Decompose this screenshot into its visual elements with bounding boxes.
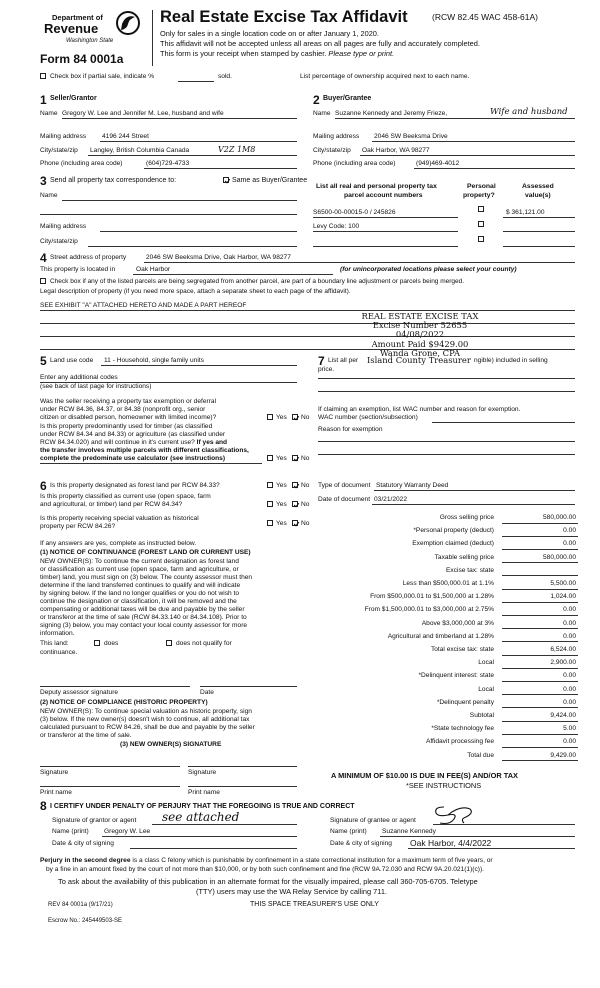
compliance-line-2: (3) below. If the new owner(s) doesn't wish to continue, all additional tax [40,716,250,723]
tax-row-label: Local [478,659,494,667]
timber-yes-label: Yes [276,455,287,462]
tax-row-line [502,602,578,603]
doc-type-label: Type of document [318,482,371,489]
tax-row-value: 6,524.00 [550,646,576,653]
parcel-header-2a: Personal [467,183,496,190]
header-line1: Only for sales in a single location code on or after January 1, 2020. [160,29,379,38]
dept-line3: Washington State [66,38,114,44]
seller-phone-label: Phone (including area code) [40,160,123,167]
seller-mail-label: Mailing address [40,133,87,140]
section4-number: 4 [40,251,47,265]
timber-question-1: Is this property predominantly used for timber (as classified [40,423,213,430]
minimum-fee-notice: A MINIMUM OF $10.00 IS DUE IN FEE(S) AND/OR TAX [331,771,518,780]
tax-row-value: 0.00 [563,685,576,693]
continuance-label: continuance. [40,649,78,656]
current-use-yes-label: Yes [276,501,287,508]
section2-number: 2 [313,93,320,107]
doc-type-value: Statutory Warranty Deed [376,482,449,489]
grantee-date-label: Date & city of signing [330,840,392,847]
historic-question-1: Is this property receiving special valuation as historical [40,515,199,522]
unincorporated-note: (for unincorporated locations please select your county) [340,266,517,273]
notice-line-5: by signing below. If the land no longer qualifies or you do not wish to [40,590,240,597]
certify-heading: I CERTIFY UNDER PENALTY OF PERJURY THAT THE FOREGOING IS TRUE AND CORRECT [50,803,355,810]
this-land-label: This land: [40,640,69,647]
tax-row-line [502,641,578,642]
notice-line-8: or transferor at the time of sale (RCW 84.33.140 or 84.34.108). Prior to [40,614,247,621]
notice-line-4: determine if the land transferred continues to qualify and will indicate [40,582,241,589]
grantor-print-name: Gregory W. Lee [104,828,151,835]
notice-continuance-heading: (1) NOTICE OF CONTINUANCE (FOREST LAND OR CURRENT USE) [40,549,251,556]
seller-phone: (604)729-4733 [146,160,190,167]
timber-yes-checkbox[interactable] [267,455,273,461]
seller-city-label: City/state/zip [40,147,78,154]
revision-code: REV 84 0001a (9/17/21) [48,902,113,908]
timber-no-label: No [301,455,310,462]
escrow-number: Escrow No.: 245449503-SE [48,918,123,924]
tax-row-line [502,589,578,590]
compliance-line-3: calculated pursuant to RCW 84.26, shall be due and payable by the seller [40,724,255,731]
exemption-no-checkbox[interactable] [292,414,298,420]
stamp-line1: REAL ESTATE EXCISE TAX [361,311,479,321]
partial-percent-line [178,81,214,82]
tax-row-label: Gross selling price [439,514,494,521]
dept-line2: Revenue [44,21,99,36]
grantor-print-label: Name (print) [52,828,89,835]
see-instructions-note: *SEE INSTRUCTIONS [406,781,482,790]
notice-compliance-heading: (2) NOTICE OF COMPLIANCE (HISTORIC PROPERTY) [40,699,208,706]
forest-yes-label: Yes [276,482,287,489]
header-divider [152,10,153,66]
accessibility-line1: To ask about the availability of this publication in an alternate format for the visually impaired, please call 360-705-6705. Teletype [58,877,478,886]
tax-row-value: 9,429.00 [550,751,576,759]
tax-row-line [502,523,578,524]
parcel-header-3b: value(s) [525,192,551,199]
section3-label: Send all property tax correspondence to: [50,177,177,184]
historic-question-2: property per RCW 84.26? [40,523,116,530]
personal-property-checkbox-2[interactable] [478,221,484,227]
seller-mail: 4196 244 Street [102,133,149,140]
does-not-qualify-label: does not qualify for [176,640,232,647]
tax-row-line [502,562,578,563]
exemption-yes-label: Yes [276,414,287,421]
does-qualify-checkbox[interactable] [94,640,100,646]
same-as-buyer-checkbox[interactable] [223,177,229,183]
current-use-question-2: and agricultural, or timber) land per RCW 84.34? [40,501,183,508]
doc-date-label: Date of document [318,496,371,503]
tax-row-line [502,707,578,708]
tax-row-label: Local [478,685,494,693]
does-qualify-label: does [104,640,119,647]
forest-land-question: Is this property designated as forest land per RCW 84.33? [50,482,220,489]
tax-row-label: *Personal property (deduct) [413,527,494,535]
located-in-value: Oak Harbor [136,266,171,273]
timber-no-checkbox[interactable] [292,455,298,461]
tax-calculation-table [318,514,580,764]
timber-question-5: complete the predominate use calculator (see instructions) [40,455,226,462]
owner-signature-label-1: Signature [40,769,69,776]
tax-row-value: 5.00 [563,725,576,733]
buyer-city: Oak Harbor, WA 98277 [362,147,430,154]
partial-sale-checkbox[interactable] [40,73,46,79]
tax-row-line [502,734,578,735]
notice-line-2: or classification as current use (open space, farm and agriculture, or [40,566,239,573]
tax-row-label: Affidavit processing fee [425,738,494,746]
deputy-signature-label: Deputy assessor signature [40,689,119,696]
section4-label: Street address of property [50,254,127,261]
historic-no-label: No [301,520,310,527]
owner-print-label-2: Print name [188,789,220,796]
tax-row-line [502,615,578,616]
dor-logo [40,10,146,50]
partial-sold-label: sold. [218,73,232,80]
notice-line-3: timber) land, you must sign on (3) below. The county assessor must then [40,574,253,581]
timber-question-4: the transfer involves multiple parcels with different classifications, [40,447,249,454]
forest-no-label: No [301,482,310,489]
perjury-notice-line1: Perjury in the second degree is a class C felony which is punishable by confinement in a state correctional institution for a maximum term of five years, or [40,857,493,864]
tax-row-line [502,694,578,695]
tax-row-value: 580,000.00 [542,514,576,521]
buyer-name-label: Name [313,110,331,117]
seller-name-label: Name [40,110,58,117]
tax-row-label: From $500,000.01 to $1,500,000 at 1.28% [370,593,494,601]
forest-yes-checkbox[interactable] [267,482,273,488]
tax-row-label: Agricultural and timberland at 1.28% [387,632,494,640]
tax-row-label: Subtotal [469,712,494,719]
historic-yes-label: Yes [276,520,287,527]
notice-line-7: compensating or additional taxes will be due and payable by the seller [40,606,245,613]
current-use-question-1: Is this property classified as current use (open space, farm [40,493,211,500]
partial-sale-label: Check box if partial sale, indicate % [50,73,155,80]
tax-row-value: 0.00 [563,606,576,614]
parcel-number-1: S6500-00-00015-0 / 245826 [313,209,396,216]
perjury-notice-line2: by a fine in an amount fixed by the court of not more than $10,000, or by both such confinement and fine (RCW 9A.72.030 and RCW 9A.20.021(1)(c)). [46,866,484,873]
seller-city: Langley, British Columbia Canada [90,147,190,154]
parcel-header-3a: Assessed [522,183,554,190]
grantee-signature-label: Signature of grantee or agent [330,817,416,824]
wac-number-label: WAC number (section/subsection) [318,414,418,421]
exemption-reason-label: Reason for exemption [318,426,383,433]
doc-date-value: 03/21/2022 [374,496,408,503]
notice-line-9: signing (3) below, you may contact your local county assessor for more [40,622,248,629]
section3-city-label: City/state/zip [40,238,78,245]
historic-yes-checkbox[interactable] [267,520,273,526]
buyer-phone-label: Phone (including area code) [313,160,396,167]
tax-row-line [502,549,578,550]
tax-row-value: 0.00 [563,619,576,627]
notice-line-10: information. [40,630,75,637]
grantee-date-value: Oak Harbor, 4/4/2022 [410,838,492,848]
tax-row-value: 0.00 [563,738,576,746]
current-use-yes-checkbox[interactable] [267,501,273,507]
tax-row-value: 2,900.00 [550,659,576,667]
section7-price: price. [318,366,335,373]
exemption-yes-checkbox[interactable] [267,414,273,420]
compliance-line-1: NEW OWNER(S): To continue special valuation as historic property, sign [40,708,252,715]
stamp-line3: 04/08/2022 [395,329,445,340]
tax-row-value: 0.00 [563,540,576,548]
tax-row-value: 0.00 [563,698,576,706]
tax-row-value: 0.00 [563,632,576,640]
wac-instruction: If claiming an exemption, list WAC number and reason for exemption. [318,406,521,413]
grantee-print-name: Suzanne Kennedy [382,828,436,835]
dept-line1: Department of [52,13,103,22]
form-title: Real Estate Excise Tax Affidavit [160,8,408,26]
treasurer-stamp [322,312,518,358]
tax-row-line [502,575,578,576]
tax-row-line [502,747,578,748]
forest-no-checkbox[interactable] [292,482,298,488]
legal-description-label: Legal description of property (if you need more space, attach a separate sheet to each page of the affidavit). [40,288,351,295]
tax-row-label: Excise tax: state [445,566,494,574]
parcel-header-1b: parcel account numbers [344,192,423,199]
personal-property-checkbox-3[interactable] [478,236,484,242]
seller-zip-handwritten: V2Z 1M8 [218,145,256,154]
owner-print-label-1: Print name [40,789,72,796]
notice-line-6: continue the designation or classification, it will be removed and the [40,598,237,605]
historic-no-checkbox[interactable] [292,520,298,526]
section7-label-b: ngible) included in selling [474,357,548,364]
land-use-code: 11 - Household, single family units [104,357,204,364]
assessed-value-1: $ 361,121.00 [506,209,545,216]
buyer-city-label: City/state/zip [313,147,351,154]
tax-row-line [502,681,578,682]
tax-row-value: 1,024.00 [550,593,576,601]
current-use-no-label: No [301,501,310,508]
new-owner-signature-heading: (3) NEW OWNER(S) SIGNATURE [120,741,222,748]
tax-row-label: *Delinquent penalty [436,698,494,706]
if-yes-instruction: If any answers are yes, complete as instructed below. [40,540,197,547]
wa-seal-icon [114,10,142,36]
compliance-line-4: or transferor at the time of sale. [40,732,132,739]
seller-name: Gregory W. Lee and Jennifer M. Lee, husband and wife [62,110,224,117]
grantor-signature-label: Signature of grantor or agent [52,817,137,824]
tax-row-label: Above $3,000,000 at 3% [421,619,494,627]
notice-line-1: NEW OWNER(S): To continue the current designation as forest land [40,558,239,565]
section8-number: 8 [40,799,47,813]
buyer-mail-label: Mailing address [313,133,360,140]
header-line2: This affidavit will not be accepted unless all areas on all pages are fully and accurately completed. [160,39,480,48]
personal-property-checkbox-1[interactable] [478,206,484,212]
buyer-phone: (949)469-4012 [416,160,460,167]
grantee-print-label: Name (print) [330,828,367,835]
buyer-heading: Buyer/Grantee [323,95,372,102]
does-not-qualify-checkbox[interactable] [166,640,172,646]
tax-row-label: Exemption claimed (deduct) [412,540,494,548]
located-in-label: This property is located in [40,266,116,273]
form-rcw: (RCW 82.45 WAC 458-61A) [432,12,538,22]
buyer-mail: 2046 SW Beeksma Drive [374,133,448,140]
timber-question-3: RCW 84.34.020) and will continue in it's current use? If yes and [40,439,228,446]
tax-row-value: 5,500.00 [550,580,576,587]
grantor-signature-handwritten: see attached [162,810,240,824]
seller-heading: Seller/Grantor [50,95,97,102]
tax-row-value: 9,424.00 [550,712,576,719]
tax-row-line [502,536,578,537]
section1-number: 1 [40,93,47,107]
tax-row-line [502,668,578,669]
buyer-name-handwritten: Wife and husband [490,107,568,117]
tax-row-label: *Delinquent interest: state [418,672,494,680]
grantor-date-label: Date & city of signing [52,840,114,847]
section3-name-label: Name [40,192,58,199]
levy-code: Levy Code: 100 [313,223,360,230]
tax-row-value: 0.00 [563,527,576,535]
section6-number: 6 [40,479,47,493]
timber-question-2: under RCW 84.34 and 84.33) or agriculture (as classified under [40,431,226,438]
tax-row-label: Less than $500,000.01 at 1.1% [402,580,494,587]
parcel-header-1a: List all real and personal property tax [316,183,437,190]
stamp-line5: Wanda Grone, CPA [379,347,460,358]
exhibit-reference: SEE EXHIBIT "A" ATTACHED HERETO AND MADE A PART HEREOF [40,302,247,309]
buyer-name: Suzanne Kennedy and Jeremy Frieze, [335,110,448,117]
property-address: 2046 SW Beeksma Drive, Oak Harbor, WA 98277 [146,254,291,261]
tax-row-label: Total due [467,751,494,759]
header-line3: This form is your receipt when stamped by cashier. Please type or print. [160,49,395,58]
tax-row-label: From $1,500,000.01 to $3,000,000 at 2.75% [364,606,494,614]
tax-row-line [502,628,578,629]
tax-row-line [502,760,578,761]
segregated-label: Check box if any of the listed parcels are being segregated from another parcel, are part of a boundary line adjustment or parcels being merged. [50,278,465,285]
section7-label-a: List all per [328,357,359,364]
land-use-label: Land use code [50,357,94,364]
tax-row-label: Total excise tax: state [430,646,494,653]
deputy-date-label: Date [200,689,214,696]
segregated-checkbox[interactable] [40,278,46,284]
section5-number: 5 [40,354,47,368]
same-as-buyer-label: Same as Buyer/Grantee [232,177,308,184]
ownership-note: List percentage of ownership acquired next to each name. [300,73,470,80]
tax-row-value: 580,000.00 [542,553,576,561]
exemption-question-1: Was the seller receiving a property tax exemption or deferral [40,398,217,405]
accessibility-line2: (TTY) users may use the WA Relay Service by calling 711. [196,887,387,896]
stamp-line6: Island County Treasurer [367,355,471,365]
tax-row-value: 0.00 [563,672,576,680]
stamp-line4: Amount Paid $9429.00 [371,338,469,349]
additional-codes-label: Enter any additional codes [40,374,118,381]
current-use-no-checkbox[interactable] [292,501,298,507]
section3-mail-label: Mailing address [40,223,87,230]
tax-row-label: *State technology fee [431,725,494,733]
parcel-header-2b: property? [463,192,495,199]
tax-row-line [502,655,578,656]
additional-codes-instructions: (see back of last page for instructions) [40,383,152,390]
exemption-question-2: under RCW 84.36, 84.37, or 84.38 (nonprofit org., senior [40,406,206,413]
tax-row-line [502,721,578,722]
section7-number: 7 [318,354,325,368]
exemption-question-3: citizen or disabled person, homeowner with limited income)? [40,414,217,421]
owner-signature-label-2: Signature [188,769,217,776]
stamp-line2: Excise Number 52655 [372,320,468,331]
treasurer-use-only: THIS SPACE TREASURER'S USE ONLY [250,901,379,908]
exemption-no-label: No [301,414,310,421]
section3-number: 3 [40,174,47,188]
tax-row-label: Taxable selling price [434,553,494,561]
form-number: Form 84 0001a [40,52,124,66]
